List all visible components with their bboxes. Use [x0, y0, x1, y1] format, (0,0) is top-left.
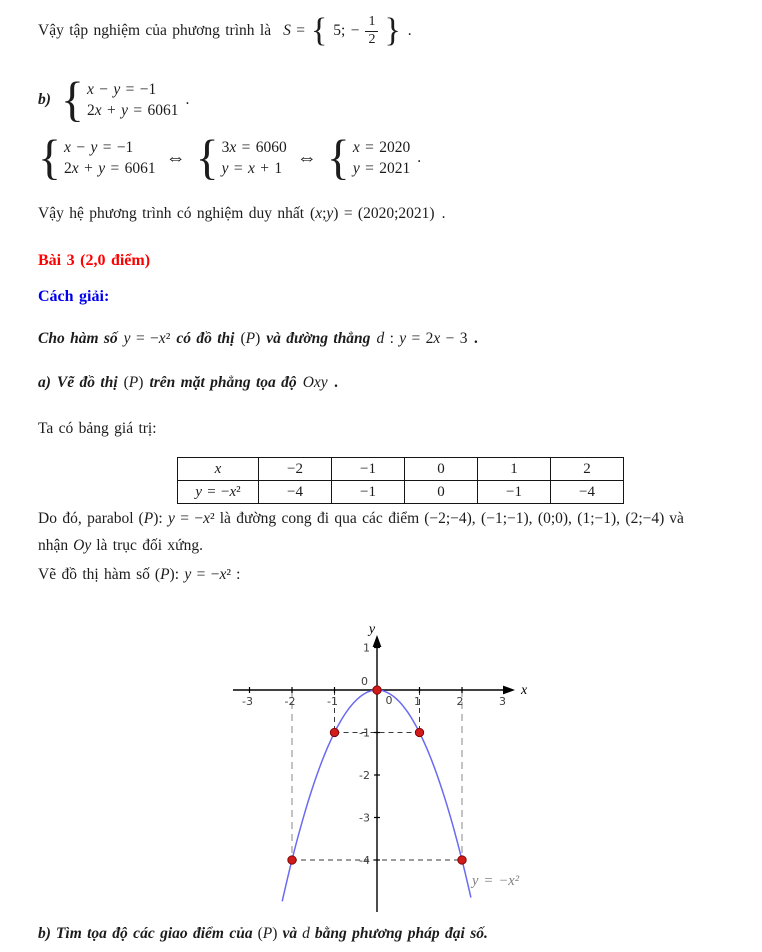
- y-axis-name: y: [368, 623, 376, 637]
- system-brace: {: [60, 72, 84, 127]
- table-cell: −2: [259, 458, 332, 481]
- caption-math: (P): y = −x²: [154, 566, 232, 583]
- para-math: (P): y = −x²: [138, 510, 215, 527]
- table-cell: 2: [551, 458, 624, 481]
- system-step-2: [195, 130, 287, 185]
- para-seg: Do đó, parabol: [38, 510, 134, 527]
- conclusion-text: Vậy hệ phương trình có nghiệm duy nhất: [38, 205, 305, 222]
- equivalence-chain: [38, 130, 422, 185]
- equivalence-arrow: ⇔: [296, 146, 317, 169]
- table-cell: −1: [478, 481, 551, 504]
- curve-label: y = −x²: [472, 873, 520, 889]
- x-tick-label: -3: [242, 695, 253, 708]
- system-row: x − y = −1: [64, 138, 134, 156]
- system-row: x = 2020: [352, 138, 411, 156]
- origin-label: 0: [385, 694, 393, 707]
- set-close-brace: }: [384, 12, 401, 49]
- solution-set-line: [38, 8, 412, 54]
- y-tick-label: -1: [359, 726, 370, 740]
- table-cell: y = −x²: [178, 481, 259, 504]
- period: .: [474, 330, 479, 347]
- para-seg: là trục đối xứng.: [96, 537, 203, 554]
- problem-seg: và đường thẳng: [266, 330, 371, 347]
- table-cell: 0: [405, 481, 478, 504]
- y-tick-label: -4: [359, 854, 370, 867]
- data-point: [373, 686, 381, 694]
- y-tick-label: -3: [359, 811, 370, 825]
- system-step-1: [38, 130, 156, 185]
- part-b2-math: (P): [257, 925, 278, 942]
- para-seg: là đường cong đi qua các điểm: [219, 510, 420, 527]
- system-step-3: [326, 130, 411, 185]
- part-b-system-line: [38, 72, 190, 127]
- part-a-seg: trên mặt phẳng tọa độ: [149, 374, 297, 391]
- part-a-seg: Vẽ đồ thị: [56, 374, 118, 391]
- solution-set-text: Vậy tập nghiệm của phương trình là: [38, 22, 272, 39]
- part-a-math: (P): [123, 374, 144, 391]
- system-row: 2x + y = 6061: [86, 101, 179, 119]
- para-seg: nhận: [38, 537, 69, 554]
- table-cell: −1: [332, 481, 405, 504]
- table-cell: −1: [332, 458, 405, 481]
- system-brace: {: [38, 130, 62, 185]
- part-b-conclusion: [38, 205, 445, 223]
- x-tick-label: 1: [414, 695, 421, 708]
- table-cell: x: [178, 458, 259, 481]
- system-brace: {: [326, 130, 350, 185]
- period: .: [407, 22, 412, 39]
- x-tick-label: 3: [499, 695, 506, 708]
- part-a-heading: [38, 374, 339, 392]
- problem-math: (P): [240, 330, 261, 347]
- part-b2-label: b): [38, 925, 51, 942]
- period: .: [417, 149, 422, 167]
- part-b2-math: d: [302, 925, 310, 942]
- table-row: [178, 481, 624, 504]
- system-1: [60, 72, 179, 127]
- plot-caption: [38, 566, 240, 584]
- part-b2-seg: và: [282, 925, 298, 942]
- caption-seg: Vẽ đồ thị hàm số: [38, 566, 150, 583]
- period: .: [185, 91, 190, 109]
- data-point: [415, 728, 423, 736]
- table-cell: −4: [551, 481, 624, 504]
- data-point: [330, 728, 338, 736]
- part-a-math: Oxy: [302, 374, 328, 391]
- x-tick-label: -2: [284, 695, 296, 708]
- x-axis-name: x: [521, 683, 528, 698]
- system-row: 3x = 6060: [221, 138, 287, 156]
- system-row: y = 2021: [352, 159, 411, 177]
- fraction-denominator: 2: [368, 31, 376, 47]
- set-first-element: 5; −: [333, 22, 360, 39]
- data-point: [458, 856, 466, 864]
- x-tick-label: 2: [456, 695, 464, 708]
- parabola-description-line2: [38, 537, 203, 555]
- period: .: [441, 205, 446, 222]
- parabola-plot: [220, 623, 550, 915]
- system-row: 2x + y = 6061: [64, 159, 156, 177]
- set-symbol: S =: [283, 22, 305, 39]
- fraction-one-half: [365, 15, 378, 47]
- para-math: Oy: [73, 537, 92, 554]
- para-math: (−2;−4), (−1;−1), (0;0), (1;−1), (2;−4): [424, 510, 665, 527]
- y-tick-label: -2: [359, 769, 370, 782]
- system-row: x − y = −1: [86, 80, 157, 98]
- para-seg: và: [669, 510, 684, 527]
- data-point: [288, 856, 296, 864]
- problem-seg: Cho hàm số: [38, 330, 118, 347]
- part-b-label: b): [38, 91, 51, 109]
- problem-math: y = −x²: [123, 330, 171, 347]
- caption-colon: :: [236, 566, 241, 583]
- table-row: [178, 458, 624, 481]
- conclusion-math: (x;y) = (2020;2021): [310, 205, 435, 222]
- fraction-numerator: 1: [365, 15, 378, 32]
- part-a-label: a): [38, 374, 51, 391]
- table-cell: 1: [478, 458, 551, 481]
- method-heading: Cách giải:: [38, 288, 110, 305]
- value-table: [177, 457, 624, 504]
- part-b2-seg: Tìm tọa độ các giao điểm của: [55, 925, 253, 942]
- set-open-brace: {: [310, 12, 328, 49]
- system-row: y = x + 1: [221, 159, 283, 177]
- period: .: [334, 374, 339, 391]
- equivalence-arrow: ⇔: [165, 146, 186, 169]
- table-cell: −4: [259, 481, 332, 504]
- x-tick-label: -1: [327, 695, 338, 708]
- system-brace: {: [195, 130, 219, 185]
- part-b2-seg: bằng phương pháp đại số.: [314, 925, 488, 942]
- problem-seg: có đồ thị: [176, 330, 235, 347]
- problem-math: d : y = 2x − 3: [376, 330, 468, 347]
- table-intro-text: Ta có bảng giá trị:: [38, 420, 157, 437]
- problem-statement: [38, 330, 478, 348]
- parabola-description-line1: [38, 510, 684, 528]
- origin-label: 0: [361, 675, 368, 688]
- part-b2-heading: [38, 925, 488, 943]
- exercise-3-title: Bài 3 (2,0 điểm): [38, 252, 151, 269]
- table-cell: 0: [405, 458, 478, 481]
- y-tick-label: 1: [363, 641, 370, 655]
